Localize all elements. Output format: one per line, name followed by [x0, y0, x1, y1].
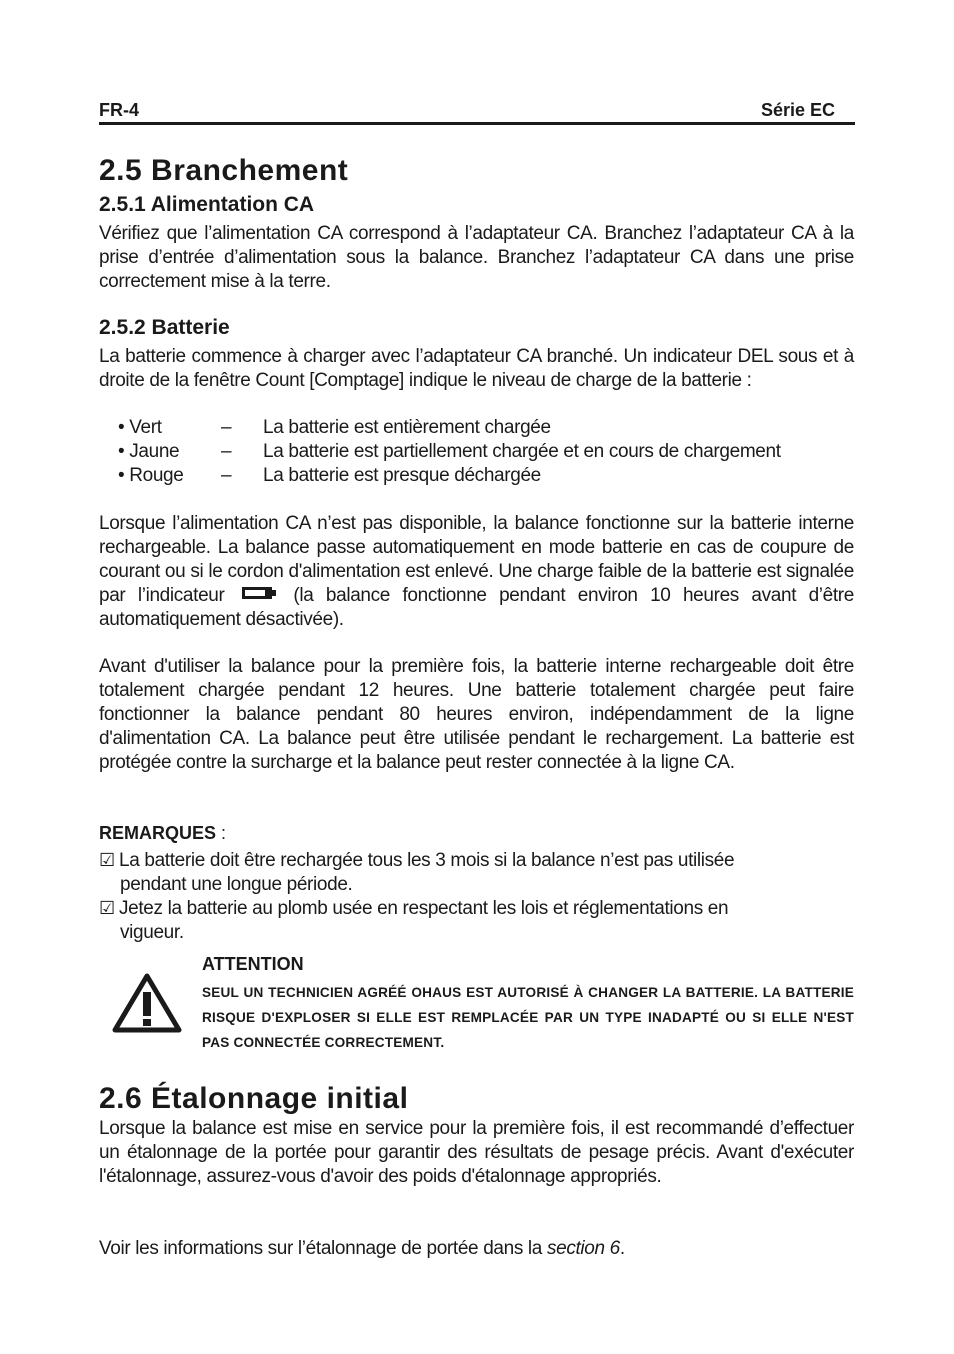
- list-item: [118, 416, 854, 440]
- list-item-label: • Jaune: [118, 441, 180, 462]
- list-item: [118, 464, 854, 488]
- etalonnage-paragraph: Lorsque la balance est mise en service pour la première fois, il est recommandé d’effectuer un étalonnage de la portée pour garantir des résultats de pesage précis. Avant d'exécuter l'étalonnage, assurez-vous d'avoir des poids d'étalonnage appropriés.: [99, 1118, 854, 1187]
- remark-item: [99, 896, 854, 945]
- page-number: FR-4: [99, 100, 139, 120]
- battery-low-text-after: (la balance fonctionne pendant environ 10 heures avant d’être automatiquement désactivée).: [99, 585, 854, 631]
- batterie-intro-paragraph: La batterie commence à charger avec l’adaptateur CA branché. Un indicateur DEL sous et à droite de la fenêtre Count [Comptage] indique le niveau de charge de la batterie :: [99, 346, 854, 391]
- subsection-title-alimentation: 2.5.1 Alimentation CA: [99, 193, 315, 216]
- remark-text: Jetez la batterie au plomb usée en respectant les lois et réglementations en: [119, 898, 729, 919]
- reference-text: Voir les informations sur l’étalonnage de portée dans la: [99, 1238, 547, 1259]
- attention-title: ATTENTION: [202, 954, 304, 974]
- remarks-label: REMARQUES: [99, 823, 217, 843]
- remarks-heading: [99, 823, 226, 844]
- list-item-label: • Rouge: [118, 465, 184, 486]
- remarks-colon: :: [216, 823, 227, 843]
- battery-charging-paragraph: Avant d'utiliser la balance pour la première fois, la batterie interne rechargeable doit être totalement chargée pendant 12 heures. Une batterie totalement chargée peut faire fonctionner la balance pendant 80 heures environ, indépendamment de la ligne d'alimentation CA. La balance peut être utilisée pendant le rechargement. La batterie est protégée contre la surcharge et la balance peut rester connectée à la ligne CA.: [99, 656, 854, 773]
- battery-low-paragraph: [99, 512, 854, 632]
- page-header: [99, 100, 855, 125]
- list-item: [118, 440, 854, 464]
- battery-led-list: [118, 416, 854, 488]
- checkbox-icon: ☑: [99, 898, 115, 918]
- list-item-text: La batterie est presque déchargée: [263, 465, 541, 486]
- section-6-link[interactable]: section 6: [546, 1238, 620, 1259]
- list-item-dash: –: [221, 417, 232, 438]
- checkbox-icon: ☑: [99, 850, 115, 870]
- battery-low-text-before: Lorsque l’alimentation CA n’est pas disponible, la balance fonctionne sur la batterie interne rechargeable. La balance passe automatiquement en mode batterie en cas de coupure de courant ou si le cordon d'alimentation est enlevé. Une charge faible de la batterie est signalée par l’indicateur: [99, 513, 854, 607]
- remark-text-cont: pendant une longue période.: [120, 874, 353, 895]
- warning-triangle-icon: [112, 972, 182, 1039]
- section-title-branchement: 2.5 Branchement: [99, 154, 349, 187]
- remark-text: La batterie doit être rechargée tous les 3 mois si la balance n’est pas utilisée: [119, 850, 735, 871]
- remark-text-cont: vigueur.: [120, 922, 184, 943]
- battery-low-icon: [241, 584, 277, 608]
- subsection-title-batterie: 2.5.2 Batterie: [99, 316, 230, 339]
- etalonnage-reference-paragraph: [99, 1237, 854, 1261]
- list-item-dash: –: [221, 465, 232, 486]
- list-item-text: La batterie est entièrement chargée: [263, 417, 551, 438]
- reference-end: .: [619, 1238, 625, 1259]
- list-item-text: La batterie est partiellement chargée et en cours de chargement: [263, 441, 781, 462]
- attention-text: SEUL UN TECHNICIEN AGRÉÉ OHAUS EST AUTORISÉ À CHANGER LA BATTERIE. LA BATTERIE RISQUE D'EXPLOSER SI ELLE EST REMPLACÉE PAR UN TYPE INADAPTÉ OU SI ELLE N'EST PAS CONNECTÉE CORRECTEMENT.: [202, 985, 854, 1050]
- list-item-dash: –: [221, 441, 232, 462]
- section-title-etalonnage: 2.6 Étalonnage initial: [99, 1082, 409, 1115]
- list-item-label: • Vert: [118, 417, 162, 438]
- series-name: Série EC: [760, 100, 835, 120]
- remark-item: [99, 848, 854, 897]
- alimentation-paragraph: Vérifiez que l’alimentation CA correspond à l’adaptateur CA. Branchez l’adaptateur CA à la prise d’entrée d’alimentation sous la balance. Branchez l’adaptateur CA dans une prise correctement mise à la terre.: [99, 223, 854, 292]
